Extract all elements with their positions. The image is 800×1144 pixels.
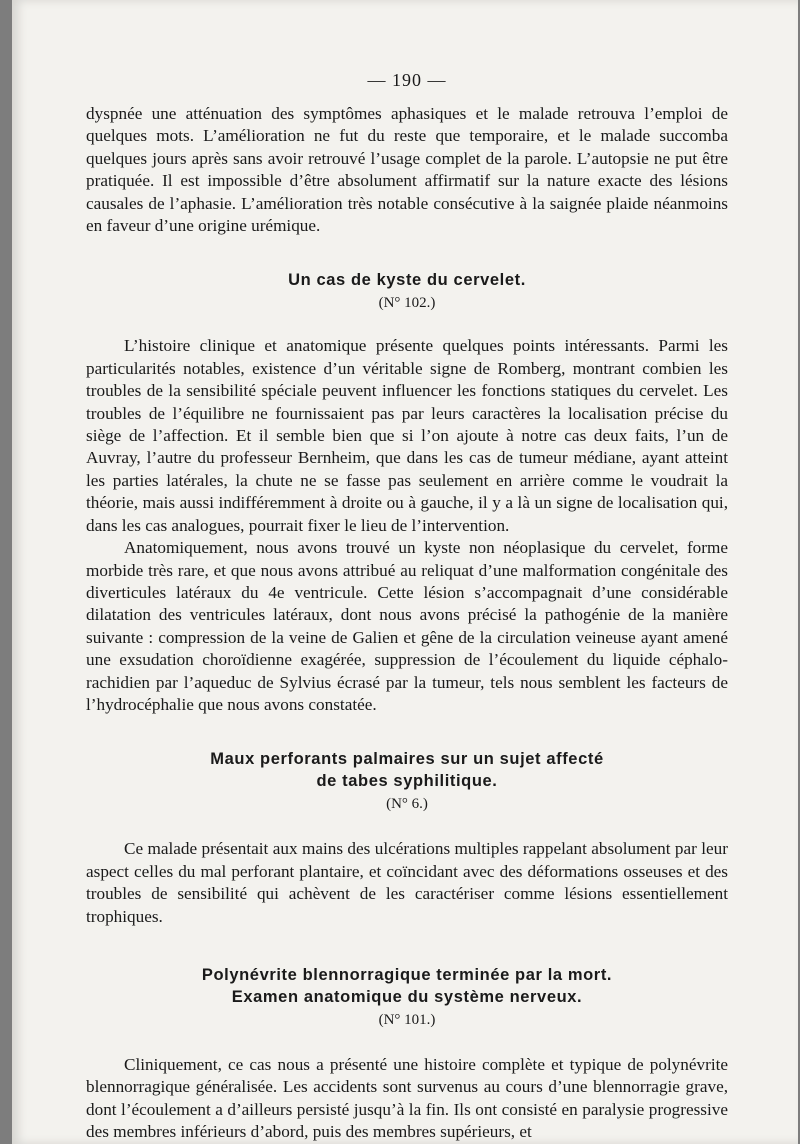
section-paragraph: Anatomiquement, nous avons trouvé un kyste non néoplasique du cervelet, forme morbide très rare, et que nous avons attribué au reliquat d’une malformation congénitale des diverticules latéraux du 4e ventricule. Cette lésion s’accompagnait d’une considérable dilatation des ventricules latéraux, dont nous avons précisé la pathogénie de la manière suivante : compression de la veine de Galien et gêne de la circulation veineuse ayant amené une exsudation choroïdienne exagérée, suppression de l’écoulement du liquide céphalo-rachidien par l’aqueduc de Sylvius écrasé par la tumeur, tels nous semblent les facteurs de l’hydrocéphalie que nous avons constatée. — [86, 538, 728, 714]
case-reference: (N° 6.) — [386, 796, 428, 813]
case-reference: (N° 102.) — [378, 295, 436, 312]
section-paragraph: Ce malade présentait aux mains des ulcérations multiples rappelant absolument par leur aspect celles du mal perforant plantaire, et coïncidant avec des déformations osseuses et des troubles de sensibilité qui achèvent de les caractériser comme lésions essentiellement trophiques. — [86, 839, 728, 926]
section-title-line-2: Examen anatomique du système nerveux. — [231, 987, 583, 1006]
section-maux-perforants — [86, 748, 728, 928]
page-number: — 190 — — [367, 70, 447, 90]
intro-paragraph: dyspnée une atténuation des symptômes aphasiques et le malade retrouva l’emploi de quelques mots. L’amélioration ne fut du reste que temporaire, et le malade succomba quelques jours après sans avoir retrouvé l’usage complet de la parole. L’autopsie ne put être pratiquée. Il est impossible d’être absolument affirmatif sur la nature exacte des lésions causales de l’aphasie. L’amélioration très notable consécutive à la saignée plaide néanmoins en faveur d’une origine urémique. — [86, 104, 728, 236]
section-title-line-1: Polynévrite blennorragique terminée par la mort. — [201, 965, 613, 984]
section-title-line-2: de tabes syphilitique. — [316, 772, 498, 791]
case-reference: (N° 101.) — [378, 1011, 436, 1028]
section-paragraph: L’histoire clinique et anatomique présente quelques points intéressants. Parmi les particularités notables, existence d’un véritable signe de Romberg, montrant combien les troubles de la sensibilité spéciale peuvent influencer les fonctions statiques du cervelet. Les troubles de l’équilibre ne fournissaient pas par leurs caractères la localisation précise du siège de l’affection. Et il semble bien que si l’on ajoute à notre cas deux faits, l’un de Auvray, l’autre du professeur Bernheim, que dans les cas de tumeur médiane, ayant atteint les parties latérales, la chute ne se fasse pas seulement en arrière comme le voudrait la théorie, mais aussi indifféremment à droite ou à gauche, il y a là un signe de localisation qui, dans les cas analogues, pourrait fixer le lieu de l’intervention. — [86, 336, 728, 535]
section-paragraph: Cliniquement, ce cas nous a présenté une histoire complète et typique de polynévrite blennorragique généralisée. Les accidents sont survenus au cours d’une blennorragie grave, dont l’écoulement a d’ailleurs persisté jusqu’à la fin. Ils ont consisté en paralysie progressive des membres inférieurs d’abord, puis des membres supérieurs, et — [86, 1054, 728, 1142]
section-polynevrite — [86, 964, 728, 1144]
section-title: Un cas de kyste du cervelet. — [288, 271, 526, 290]
book-page — [12, 0, 798, 1144]
page-content — [86, 70, 728, 1144]
section-title-line-1: Maux perforants palmaires sur un sujet affecté — [210, 750, 604, 769]
section-kyste-cervelet — [86, 269, 728, 716]
